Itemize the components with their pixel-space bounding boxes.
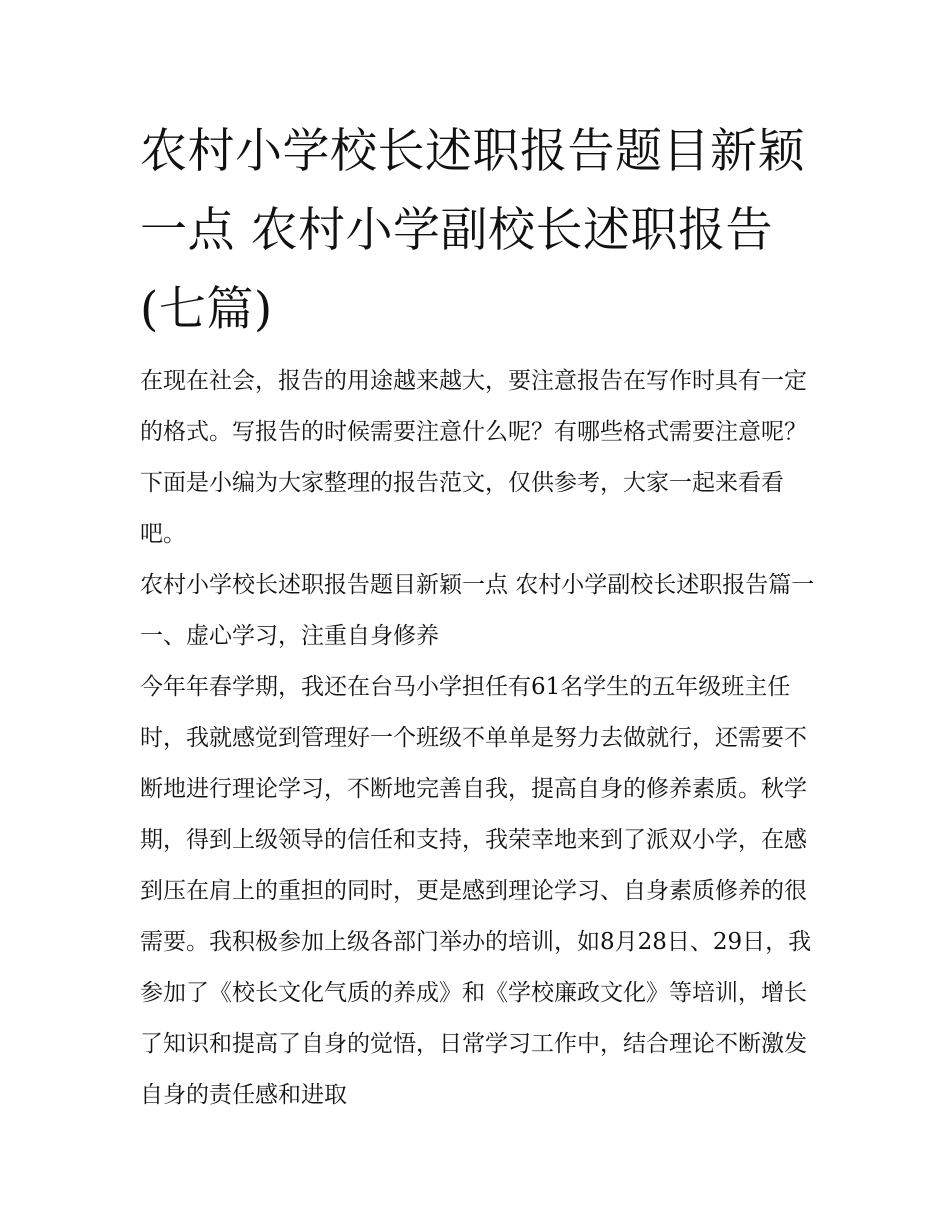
- section-heading: 农村小学校长述职报告题目新颖一点 农村小学副校长述职报告篇一 一、虚心学习，注重自身修养: [140, 572, 815, 649]
- body-paragraph: 今年年春学期，我还在台马小学担任有61名学生的五年级班主任时，我就感觉到管理好一个班级不单单是努力去做就行，还需要不断地进行理论学习，不断地完善自我，提高自身的修养素质。秋学期，得到上级领导的信任和支持，我荣幸地来到了派双小学，在感到压在肩上的重担的同时，更是感到理论学习、自身素质修养的很需要。我积极参加上级各部门举办的培训，如8月28日、29日，我参加了《校长文化气质的养成》和《学校廉政文化》等培训，增长了知识和提高了自身的觉悟，日常学习工作中，结合理论不断激发自身的责任感和进取: [140, 674, 812, 1108]
- intro-paragraph: 在现在社会，报告的用途越来越大，要注意报告在写作时具有一定的格式。写报告的时候需要注意什么呢？有哪些格式需要注意呢？下面是小编为大家整理的报告范文，仅供参考，大家一起来看看吧。: [140, 368, 807, 547]
- document-title: 农村小学校长述职报告题目新颖一点 农村小学副校长述职报告(七篇): [140, 124, 805, 337]
- document-content: [140, 356, 820, 1121]
